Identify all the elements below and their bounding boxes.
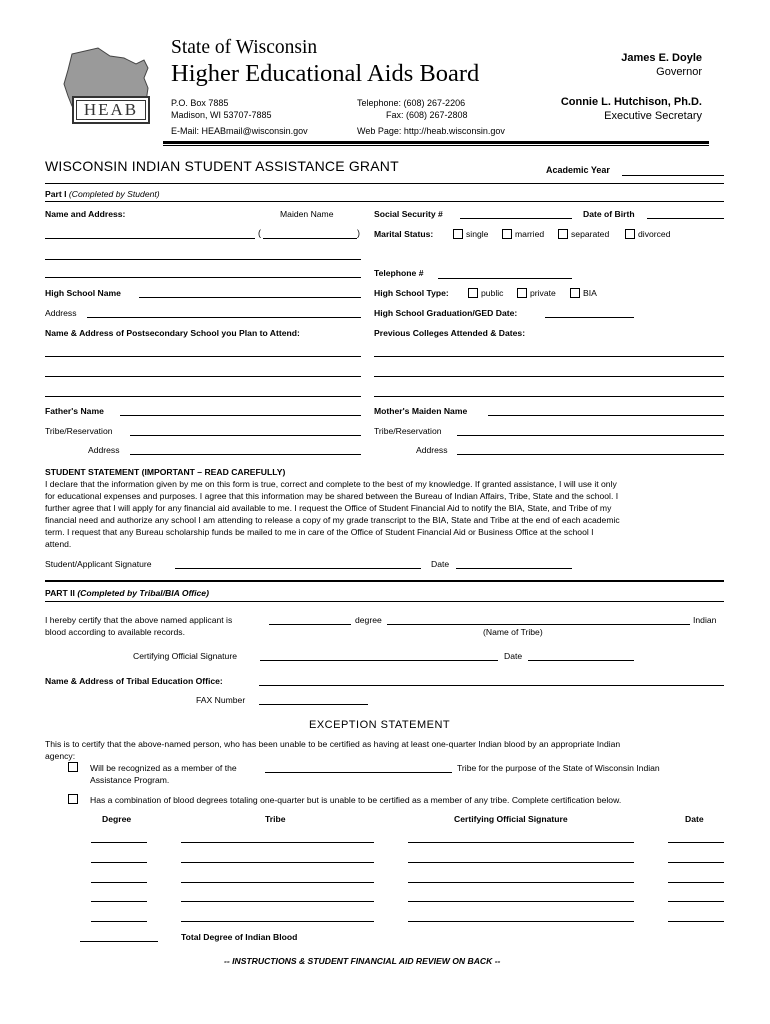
- part1-rule: [45, 201, 724, 202]
- exception-intro-1: This is to certify that the above-named person, who has been unable to be certified as having at least one-quarter Indian blood by an appropriate Indian: [45, 739, 621, 749]
- cert-tribe-field-1[interactable]: [181, 842, 374, 843]
- statement-line-5: term. I request that any Bureau scholarship funds be mailed to me in care of the Office of Student Financial Aid or Business Office at the school I: [45, 527, 594, 537]
- mothers-maiden-label: Mother's Maiden Name: [374, 406, 468, 416]
- ssn-label: Social Security #: [374, 209, 443, 219]
- form-title: WISCONSIN INDIAN STUDENT ASSISTANCE GRANT: [45, 158, 399, 174]
- part2-rule: [45, 601, 724, 602]
- certifying-date-field[interactable]: [528, 660, 634, 661]
- academic-year-field[interactable]: [622, 175, 724, 176]
- degree-field[interactable]: [269, 624, 351, 625]
- mothers-maiden-field[interactable]: [488, 415, 724, 416]
- header-rule-thin: [163, 145, 709, 146]
- single-checkbox[interactable]: [453, 229, 463, 239]
- heab-logo-text: HEAB: [76, 100, 146, 120]
- paren-close: ): [357, 228, 360, 238]
- option1-tribe-field[interactable]: [265, 772, 452, 773]
- cert-degree-field-1[interactable]: [91, 842, 147, 843]
- married-label: married: [515, 229, 545, 239]
- cert-degree-field-4[interactable]: [91, 901, 147, 902]
- mother-address-label: Address: [416, 445, 448, 455]
- bia-label: BIA: [583, 288, 597, 298]
- governor-name: James E. Doyle: [621, 52, 702, 64]
- cert-date-field-3[interactable]: [668, 882, 724, 883]
- part2-note: (Completed by Tribal/BIA Office): [77, 588, 209, 598]
- tribal-office-field[interactable]: [259, 685, 724, 686]
- statement-line-1: I declare that the information given by me on this form is true, correct and complete to the best of my knowledge. If granted assistance, I will use it only: [45, 479, 617, 489]
- telephone: Telephone: (608) 267-2206: [357, 98, 466, 108]
- bia-checkbox[interactable]: [570, 288, 580, 298]
- fathers-name-field[interactable]: [120, 415, 361, 416]
- cert-signature-field-3[interactable]: [408, 882, 634, 883]
- address-field-2[interactable]: [45, 277, 361, 278]
- dob-field[interactable]: [647, 218, 724, 219]
- cert-signature-field-4[interactable]: [408, 901, 634, 902]
- col-tribe-header: Tribe: [265, 814, 286, 824]
- previous-colleges-label: Previous Colleges Attended & Dates:: [374, 328, 526, 338]
- high-school-name-field[interactable]: [139, 297, 361, 298]
- col-date-header: Date: [685, 814, 704, 824]
- option1-text-c: Assistance Program.: [90, 775, 170, 785]
- high-school-type-label: High School Type:: [374, 288, 449, 298]
- board-name: Higher Educational Aids Board: [171, 60, 480, 87]
- heab-logo: [58, 44, 158, 134]
- state-name: State of Wisconsin: [171, 37, 318, 58]
- exception-heading: EXCEPTION STATEMENT: [309, 719, 451, 731]
- part1-label: Part I: [45, 189, 67, 199]
- cert-date-field-2[interactable]: [668, 862, 724, 863]
- mother-tribe-label: Tribe/Reservation: [374, 426, 442, 436]
- previous-colleges-field-2[interactable]: [374, 376, 724, 377]
- indian-label: Indian: [693, 615, 717, 625]
- exception-intro-2: agency:: [45, 751, 76, 761]
- statement-line-2: for educational expenses and purposes. I agree that this information may be shared between the Bureau of Indian Affairs, Tribe, State and the school. I: [45, 491, 619, 501]
- secretary-title: Executive Secretary: [604, 110, 702, 122]
- col-signature-header: Certifying Official Signature: [454, 814, 568, 824]
- father-address-label: Address: [88, 445, 120, 455]
- heab-logo-box: [72, 96, 150, 124]
- certifying-date-label: Date: [504, 651, 523, 661]
- hs-address-label: Address: [45, 308, 77, 318]
- part2-heading: [45, 588, 209, 598]
- father-tribe-field[interactable]: [130, 435, 361, 436]
- cert-degree-field-2[interactable]: [91, 862, 147, 863]
- maiden-name-field[interactable]: [263, 238, 357, 239]
- certify-text: I hereby certify that the above named applicant is: [45, 615, 233, 625]
- public-label: public: [481, 288, 504, 298]
- public-checkbox[interactable]: [468, 288, 478, 298]
- private-checkbox[interactable]: [517, 288, 527, 298]
- cert-date-field-4[interactable]: [668, 901, 724, 902]
- tribe-name-field[interactable]: [387, 624, 690, 625]
- cert-signature-field-5[interactable]: [408, 921, 634, 922]
- cert-signature-field-2[interactable]: [408, 862, 634, 863]
- header-rule: [163, 141, 709, 144]
- statement-line-6: attend.: [45, 539, 72, 549]
- dob-label: Date of Birth: [583, 209, 635, 219]
- address-field-1[interactable]: [45, 259, 361, 260]
- ssn-field[interactable]: [460, 218, 572, 219]
- single-label: single: [466, 229, 489, 239]
- name-address-label: Name and Address:: [45, 209, 126, 219]
- telephone-label: Telephone #: [374, 268, 424, 278]
- previous-colleges-field-3[interactable]: [374, 396, 724, 397]
- option2-text: Has a combination of blood degrees totaling one-quarter but is unable to be certified as a member of any tribe. Complete certification below.: [90, 795, 622, 805]
- title-rule: [45, 183, 724, 184]
- hs-address-field[interactable]: [87, 317, 361, 318]
- separated-label: separated: [571, 229, 610, 239]
- separated-checkbox[interactable]: [558, 229, 568, 239]
- footer-note: -- INSTRUCTIONS & STUDENT FINANCIAL AID REVIEW ON BACK --: [224, 956, 501, 966]
- fax-number-label: FAX Number: [196, 695, 246, 705]
- part2-label: PART II: [45, 588, 75, 598]
- postsecondary-field-3[interactable]: [45, 396, 361, 397]
- student-date-label: Date: [431, 559, 450, 569]
- high-school-name-label: High School Name: [45, 288, 121, 298]
- cert-date-field-5[interactable]: [668, 921, 724, 922]
- name-of-tribe-caption: (Name of Tribe): [483, 627, 543, 637]
- divorced-label: divorced: [638, 229, 671, 239]
- part2-rule-top: [45, 580, 724, 582]
- statement-line-3: further agree that I will apply for any financial aid available to me. I request the Office of Student Financial Aid to notify the BIA, State, and Tribe of my: [45, 503, 612, 513]
- option1-text-b: Tribe for the purpose of the State of Wisconsin Indian: [457, 763, 660, 773]
- postsecondary-field-1[interactable]: [45, 356, 361, 357]
- private-label: private: [530, 288, 556, 298]
- email: E-Mail: HEABmail@wisconsin.gov: [171, 126, 308, 136]
- paren-open: (: [258, 228, 261, 238]
- statement-heading: STUDENT STATEMENT (IMPORTANT – READ CAREFULLY): [45, 467, 286, 477]
- total-degree-label: Total Degree of Indian Blood: [181, 932, 298, 942]
- graduation-label: High School Graduation/GED Date:: [374, 308, 518, 318]
- option2-checkbox[interactable]: [68, 794, 78, 804]
- father-address-field[interactable]: [130, 454, 361, 455]
- marital-status-label: Marital Status:: [374, 229, 434, 239]
- secretary-name: Connie L. Hutchison, Ph.D.: [560, 96, 702, 108]
- po-box: P.O. Box 7885: [171, 98, 229, 108]
- fathers-name-label: Father's Name: [45, 406, 104, 416]
- col-degree-header: Degree: [102, 814, 132, 824]
- fax: Fax: (608) 267-2808: [386, 110, 468, 120]
- academic-year-label: Academic Year: [546, 165, 610, 175]
- statement-line-4: financial need and authorize any school I am attending to release a copy of my grade transcript to the BIA, State and Tribe at the end of each academic: [45, 515, 620, 525]
- option1-checkbox[interactable]: [68, 762, 78, 772]
- divorced-checkbox[interactable]: [625, 229, 635, 239]
- blood-text: blood according to available records.: [45, 627, 185, 637]
- father-tribe-label: Tribe/Reservation: [45, 426, 113, 436]
- student-date-field[interactable]: [456, 568, 572, 569]
- option1-text-a: Will be recognized as a member of the: [90, 763, 237, 773]
- name-field[interactable]: [45, 238, 255, 239]
- part1-note: (Completed by Student): [68, 189, 160, 199]
- graduation-field[interactable]: [545, 317, 634, 318]
- city-state-zip: Madison, WI 53707-7885: [171, 110, 272, 120]
- mother-address-field[interactable]: [457, 454, 724, 455]
- cert-date-field-1[interactable]: [668, 842, 724, 843]
- certifying-signature-label: Certifying Official Signature: [133, 651, 237, 661]
- student-signature-field[interactable]: [175, 568, 421, 569]
- cert-tribe-field-5[interactable]: [181, 921, 374, 922]
- postsecondary-label: Name & Address of Postsecondary School you Plan to Attend:: [45, 328, 300, 338]
- married-checkbox[interactable]: [502, 229, 512, 239]
- maiden-name-label: Maiden Name: [280, 209, 334, 219]
- fax-number-field[interactable]: [259, 704, 368, 705]
- cert-tribe-field-3[interactable]: [181, 882, 374, 883]
- web-page: Web Page: http://heab.wisconsin.gov: [357, 126, 505, 136]
- student-signature-label: Student/Applicant Signature: [45, 559, 152, 569]
- cert-tribe-field-2[interactable]: [181, 862, 374, 863]
- cert-degree-field-3[interactable]: [91, 882, 147, 883]
- postsecondary-field-2[interactable]: [45, 376, 361, 377]
- cert-tribe-field-4[interactable]: [181, 901, 374, 902]
- degree-label: degree: [355, 615, 382, 625]
- mother-tribe-field[interactable]: [457, 435, 724, 436]
- part1-heading: [45, 189, 160, 199]
- governor-title: Governor: [656, 66, 702, 78]
- telephone-field[interactable]: [438, 278, 572, 279]
- total-degree-field[interactable]: [80, 941, 158, 942]
- cert-signature-field-1[interactable]: [408, 842, 634, 843]
- tribal-office-label: Name & Address of Tribal Education Office:: [45, 676, 223, 686]
- cert-degree-field-5[interactable]: [91, 921, 147, 922]
- previous-colleges-field-1[interactable]: [374, 356, 724, 357]
- certifying-signature-field[interactable]: [260, 660, 498, 661]
